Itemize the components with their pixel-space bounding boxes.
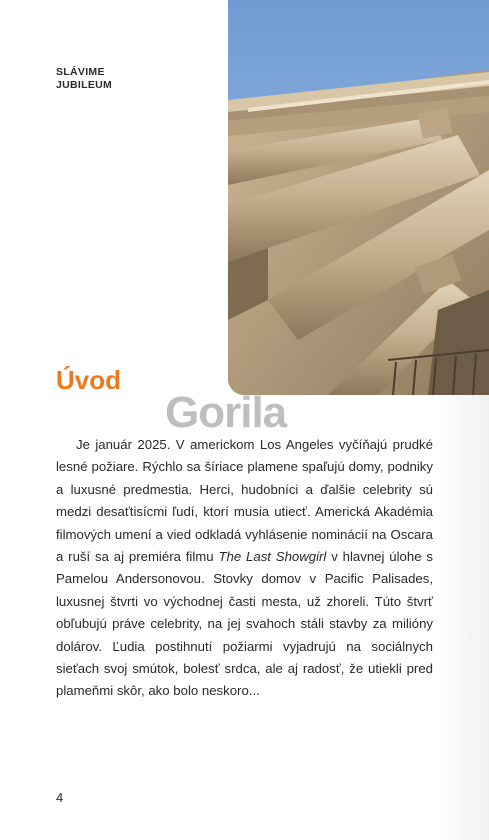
- intro-paragraph: [56, 434, 433, 703]
- film-title: The Last Showgirl: [218, 549, 327, 565]
- colonnade-photo: [228, 0, 489, 395]
- chapter-heading: Úvod: [56, 365, 121, 395]
- paragraph-text-start: Je január 2025. V americkom Los Angeles vyčíňajú prudké lesné požiare. Rýchlo sa šíriace plamene spaľujú domy, podniky a luxusné predmestia. Herci, hudobníci a ďalšie celebrity sú medzi desaťtisícmi ľudí, ktorí musia utiecť. Americká Akadémia filmových umení a vied odkladá vyhlásenie nominácií na Oscara a ruší sa aj premiéra filmu: [56, 437, 433, 565]
- section-label-line-1: SLÁVIME: [56, 66, 105, 78]
- publisher-watermark: Gorila: [165, 388, 287, 437]
- section-label: [56, 66, 112, 92]
- section-label-line-2: JUBILEUM: [56, 79, 113, 91]
- page-number: 4: [56, 790, 64, 805]
- paragraph-text-end: v hlavnej úlohe s Pamelou Andersonovou. Stovky domov v Pacific Palisades, luxusnej štvrti vo východnej časti mesta, už zhoreli. Túto štvrť obľubujú práve celebrity, na jej svahoch stáli stavby za milióny dolárov. Ľudia postihnutí požiarmi vyjadrujú na sociálnych sieťach svoj smútok, bolesť srdca, ale aj radosť, že utiekli pred plameňmi skôr, ako bolo neskoro...: [56, 549, 433, 699]
